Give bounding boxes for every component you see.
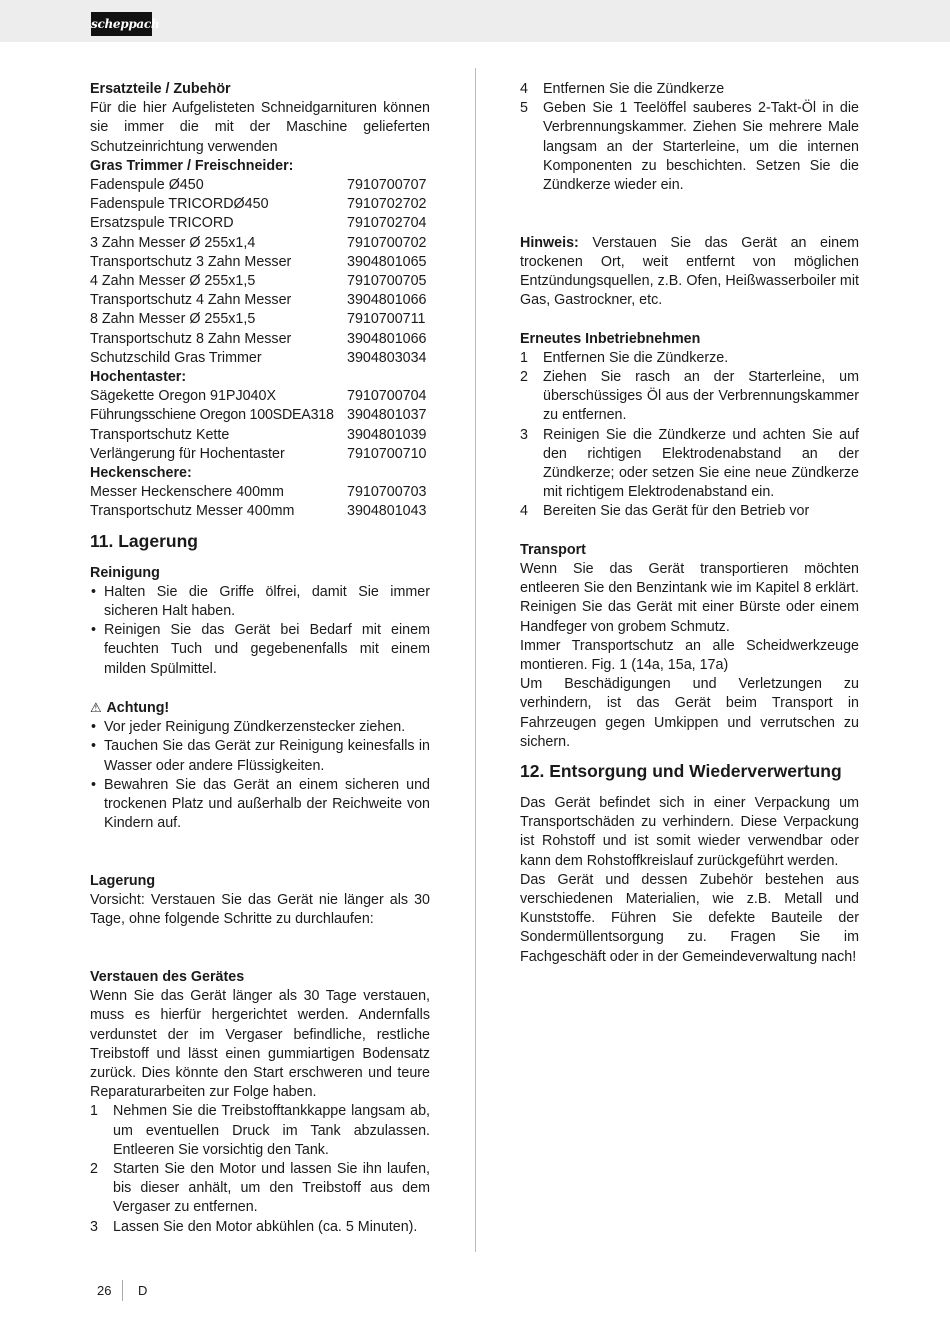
parts-row	[90, 349, 430, 368]
subsection-title: Verstauen des Gerätes	[90, 968, 245, 985]
section-heading: 12. Entsorgung und Wiederverwertung	[520, 761, 842, 782]
bullet-icon: •	[91, 776, 97, 793]
subsection-title: Lagerung	[90, 872, 156, 889]
parts-row	[90, 406, 430, 425]
part-code: 7910700702	[347, 234, 427, 251]
part-code: 3904801066	[347, 330, 427, 347]
spare-parts-title: Ersatzteile / Zubehör	[90, 81, 231, 97]
subsection-title: Erneutes Inbetriebnehmen	[520, 330, 701, 347]
numbered-step: 3 Reinigen Sie die Zündkerze und achten Sie auf den richtigen Elektrodenabstand an der Zündkerze; oder setzen Sie eine neue Zündkerze mit richtigem Elektrodenabstand ein.	[520, 426, 859, 501]
bullet-icon: •	[91, 583, 97, 600]
bullet-item: • Vor jeder Reinigung Zündkerzenstecker ziehen.	[90, 718, 430, 737]
part-code: 7910700710	[347, 445, 427, 462]
part-name: Transportschutz Kette	[90, 426, 230, 443]
part-name: Schutzschild Gras Trimmer	[90, 349, 262, 366]
part-name: Transportschutz 4 Zahn Messer	[90, 292, 292, 309]
part-code: 7910700707	[347, 177, 427, 194]
parts-group-title: Gras Trimmer / Freischneider:	[90, 157, 294, 174]
part-code: 3904801037	[347, 407, 427, 424]
part-code: 7910700703	[347, 484, 427, 501]
right-column	[520, 80, 859, 967]
subsection-title: Transport	[520, 541, 586, 558]
numbered-step: 4 Bereiten Sie das Gerät für den Betrieb vor	[520, 503, 810, 520]
column-divider	[475, 68, 476, 1252]
parts-row	[90, 214, 430, 233]
parts-row	[90, 234, 430, 253]
part-name: Fadenspule Ø450	[90, 177, 204, 194]
bullet-item: • Bewahren Sie das Gerät an einem sicheren und trockenen Platz und außerhalb der Reichweite von Kindern auf.	[91, 776, 430, 832]
part-code: 3904801043	[347, 503, 427, 520]
part-name: Transportschutz 8 Zahn Messer	[90, 330, 292, 347]
part-name: 8 Zahn Messer Ø 255x1,5	[90, 311, 256, 328]
part-code: 3904803034	[347, 349, 427, 366]
parts-row	[90, 310, 430, 329]
bullet-icon: •	[91, 622, 97, 639]
bullet-item: • Reinigen Sie das Gerät bei Bedarf mit einem feuchten Tuch und gegebenenfalls mit einem milden Spülmittel.	[91, 622, 430, 677]
part-code: 7910700711	[347, 311, 426, 328]
parts-row	[90, 253, 430, 272]
parts-row	[90, 387, 430, 406]
warning-triangle-icon: ⚠	[90, 700, 102, 716]
part-name: Ersatzspule TRICORD	[90, 215, 234, 232]
spare-parts-intro: Für die hier Aufgelisteten Schneidgarnituren können sie immer die mit der Maschine gelieferten Schutzeinrichtung verwenden	[90, 100, 430, 155]
part-code: 7910702704	[347, 215, 427, 232]
parts-group-title: Heckenschere:	[90, 465, 192, 482]
part-name: Verlängerung für Hochentaster	[90, 445, 285, 462]
parts-row	[90, 330, 430, 349]
note-paragraph: Hinweis: Verstauen Sie das Gerät an einem trockenen Ort, weit entfernt von möglichen Entzündungsquellen, z.B. Ofen, Heißwasserboiler mit Gas, Gastrockner, etc.	[520, 234, 859, 309]
parts-row	[90, 176, 430, 195]
footer-divider	[122, 1280, 123, 1301]
part-name: Transportschutz Messer 400mm	[90, 503, 295, 520]
language-code: D	[138, 1283, 148, 1298]
paragraph: Das Gerät und dessen Zubehör bestehen aus verschiedenen Materialien, wie z.B. Metall und Kunststoffe. Führen Sie defekte Bauteile der Sondermüllentsorgung zu. Fragen Sie im Fachgeschäft oder in der Gemeindeverwaltung nach!	[520, 871, 859, 965]
paragraph: Vorsicht: Verstauen Sie das Gerät nie länger als 30 Tage, ohne folgende Schritte zu durchlaufen:	[90, 892, 430, 928]
numbered-step: 1 Entfernen Sie die Zündkerze.	[520, 349, 729, 366]
paragraph: Das Gerät befindet sich in einer Verpackung um Transportschäden zu verhindern. Diese Verpackung ist Rohstoff und ist somit wieder verwendbar oder kann dem Rohstoffkreislauf zurückgeführt werden.	[520, 795, 859, 869]
part-code: 3904801039	[347, 426, 427, 443]
parts-row	[90, 272, 430, 291]
part-code: 3904801065	[347, 253, 427, 270]
parts-row	[90, 502, 430, 521]
part-name: Sägekette Oregon 91PJ040X	[90, 388, 276, 405]
numbered-step: 1 Nehmen Sie die Treibstofftankkappe langsam ab, um eventuellen Druck im Tank abzulassen. Entleeren Sie vorsichtig den Tank.	[90, 1103, 430, 1158]
numbered-step: 4 Entfernen Sie die Zündkerze	[520, 81, 725, 97]
bullet-icon: •	[91, 738, 97, 755]
warning-title: ⚠ Achtung!	[90, 700, 170, 717]
parts-row	[90, 483, 430, 502]
part-code: 3904801066	[347, 292, 427, 309]
part-name: Messer Heckenschere 400mm	[90, 484, 284, 501]
parts-row	[90, 426, 430, 445]
numbered-step: 3 Lassen Sie den Motor abkühlen (ca. 5 Minuten).	[90, 1218, 418, 1235]
numbered-step: 2 Starten Sie den Motor und lassen Sie ihn laufen, bis dieser anhält, um den Treibstoff aus dem Vergaser zu entfernen.	[90, 1160, 430, 1216]
brand-logo: scheppach	[91, 12, 152, 36]
parts-row	[90, 445, 430, 464]
part-code: 7910700705	[347, 273, 427, 290]
bullet-item: • Halten Sie die Griffe ölfrei, damit Sie immer sicheren Halt haben.	[91, 583, 430, 620]
page-number: 26	[97, 1283, 112, 1298]
parts-row	[90, 291, 430, 310]
bullet-icon: •	[91, 719, 97, 736]
bullet-item: • Tauchen Sie das Gerät zur Reinigung keinesfalls in Wasser oder andere Flüssigkeiten.	[91, 738, 430, 774]
note-label: Hinweis:	[520, 234, 579, 251]
part-code: 7910702702	[347, 196, 427, 213]
part-name: Führungsschiene Oregon 100SDEA318	[90, 407, 334, 424]
part-name: Fadenspule TRICORDØ450	[90, 196, 269, 213]
subsection-title: Reinigung	[90, 564, 160, 581]
paragraph: Wenn Sie das Gerät länger als 30 Tage verstauen, muss es hierfür hergerichtet werden. Andernfalls verdunstet der im Vergaser befindliche, restliche Treibstoff und lässt einen gummiartigen Bodensatz zurück. Dies könnte den Start erschweren und teure Reparaturarbeiten zur Folge haben.	[90, 988, 430, 1101]
parts-row	[90, 195, 430, 214]
parts-group-title: Hochentaster:	[90, 369, 187, 386]
paragraph: Um Beschädigungen und Verletzungen zu verhindern, ist das Gerät beim Transport in Fahrzeugen gegen Umkippen und verrutschen zu sichern.	[520, 676, 859, 750]
paragraph: Immer Transportschutz an alle Scheidwerkzeuge montieren. Fig. 1 (14a, 15a, 17a)	[520, 637, 859, 674]
section-heading: 11. Lagerung	[90, 530, 198, 551]
left-column	[90, 80, 430, 1237]
paragraph: Wenn Sie das Gerät transportieren möchten entleeren Sie den Benzintank wie im Kapitel 8 erklärt. Reinigen Sie das Gerät mit einer Bürste oder einem Handfeger von grobem Schmutz.	[520, 561, 859, 635]
part-name: Transportschutz 3 Zahn Messer	[90, 253, 292, 270]
part-name: 3 Zahn Messer Ø 255x1,4	[90, 234, 256, 251]
numbered-step: 5 Geben Sie 1 Teelöffel sauberes 2-Takt-Öl in die Verbrennungskammer. Ziehen Sie mehrere Male langsam an der Starterleine, um die internen Komponenten zu beschichten. Setzen Sie die Zündkerze wieder ein.	[520, 100, 859, 194]
part-name: 4 Zahn Messer Ø 255x1,5	[90, 273, 256, 290]
part-code: 7910700704	[347, 388, 427, 405]
numbered-step: 2 Ziehen Sie rasch an der Starterleine, um überschüssiges Öl aus der Verbrennungskammer zu entfernen.	[520, 369, 859, 424]
header-bar	[0, 0, 950, 42]
